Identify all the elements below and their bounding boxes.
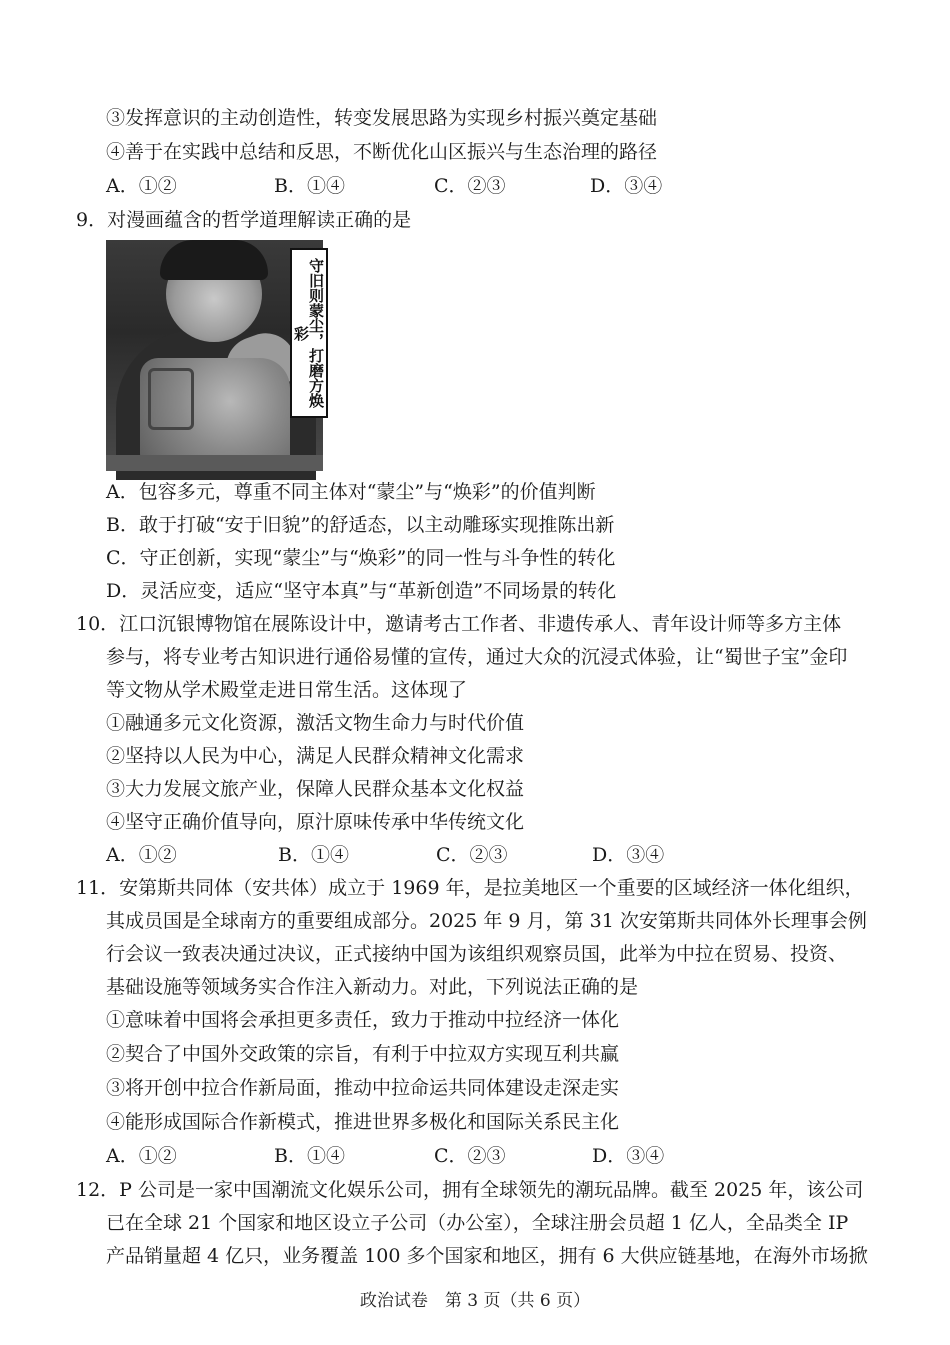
q10-item-1: ①融通多元文化资源，激活文物生命力与时代价值: [106, 712, 525, 734]
q12-stem-line-1: 12．P 公司是一家中国潮流文化娱乐公司，拥有全球领先的潮玩品牌。截至 2025 年，该公司: [76, 1179, 864, 1201]
q8-item-4: ④善于在实践中总结和反思，不断优化山区振兴与生态治理的路径: [106, 141, 658, 163]
q10-item-2: ②坚持以人民为中心，满足人民群众精神文化需求: [106, 745, 525, 767]
q8-item-3: ③发挥意识的主动创造性，转变发展思路为实现乡村振兴奠定基础: [106, 107, 658, 129]
q10-option-d: D．③④: [592, 844, 665, 866]
q11-item-1: ①意味着中国将会承担更多责任，致力于推动中拉经济一体化: [106, 1009, 620, 1031]
q11-stem-line-2: 其成员国是全球南方的重要组成部分。2025 年 9 月，第 31 次安第斯共同体外长理事会例: [106, 910, 867, 932]
q11-option-a: A．①②: [106, 1145, 177, 1167]
q10-option-b: B．①④: [278, 844, 349, 866]
q10-option-c: C．②③: [436, 844, 508, 866]
q8-options: [106, 172, 726, 200]
q8-option-b: B．①④: [274, 175, 345, 197]
q11-option-d: D．③④: [592, 1145, 665, 1167]
cartoon-seal-stone: [140, 358, 290, 466]
q9-choice-c: C．守正创新，实现“蒙尘”与“焕彩”的同一性与斗争性的转化: [106, 547, 616, 569]
q12-stem-line-3: 产品销量超 4 亿只，业务覆盖 100 多个国家和地区，拥有 6 大供应链基地，在海外市场掀: [106, 1245, 868, 1267]
q11-options: [106, 1142, 726, 1170]
q10-stem-line-2: 参与，将专业考古知识进行通俗易懂的宣传，通过大众的沉浸式体验，让“蜀世子宝”金印: [106, 646, 848, 668]
q11-option-c: C．②③: [434, 1145, 506, 1167]
cartoon-caption: 守旧则蒙尘，打磨方焕彩: [290, 248, 328, 418]
q9-choice-a: A．包容多元，尊重不同主体对“蒙尘”与“焕彩”的价值判断: [106, 481, 596, 503]
page-footer: 政治试卷 第 3 页（共 6 页）: [359, 1291, 591, 1311]
q11-item-3: ③将开创中拉合作新局面，推动中拉命运共同体建设走深走实: [106, 1077, 620, 1099]
q9-choice-b: B．敢于打破“安于旧貌”的舒适态，以主动雕琢实现推陈出新: [106, 514, 615, 536]
q11-stem-line-4: 基础设施等领域务实合作注入新动力。对此，下列说法正确的是: [106, 976, 639, 998]
q10-stem-line-3: 等文物从学术殿堂走进日常生活。这体现了: [106, 679, 468, 701]
q8-option-c: C．②③: [434, 175, 506, 197]
q11-item-4: ④能形成国际合作新模式，推进世界多极化和国际关系民主化: [106, 1111, 620, 1133]
q10-item-4: ④坚守正确价值导向，原汁原味传承中华传统文化: [106, 811, 525, 833]
q10-stem-line-1: 10．江口沉银博物馆在展陈设计中，邀请考古工作者、非遗传承人、青年设计师等多方主体: [76, 613, 842, 635]
cartoon-seal-carving: [148, 368, 194, 430]
q11-stem-line-3: 行会议一致表决通过决议，正式接纳中国为该组织观察员国，此举为中拉在贸易、投资、: [106, 943, 848, 965]
q12-stem-line-2: 已在全球 21 个国家和地区设立子公司（办公室），全球注册会员超 1 亿人，全品类全 IP: [106, 1212, 849, 1234]
q11-item-2: ②契合了中国外交政策的宗旨，有利于中拉双方实现互利共赢: [106, 1043, 620, 1065]
cartoon-table: [106, 455, 323, 471]
q8-option-d: D．③④: [590, 175, 663, 197]
q9-stem: 9．对漫画蕴含的哲学道理解读正确的是: [76, 209, 412, 231]
q11-option-b: B．①④: [274, 1145, 345, 1167]
q10-option-a: A．①②: [106, 844, 177, 866]
q10-item-3: ③大力发展文旅产业，保障人民群众基本文化权益: [106, 778, 525, 800]
q11-stem-line-1: 11．安第斯共同体（安共体）成立于 1969 年，是拉美地区一个重要的区域经济一体化组织，: [76, 877, 864, 899]
q9-choice-d: D．灵活应变，适应“坚守本真”与“革新创造”不同场景的转化: [106, 580, 617, 602]
cartoon-figure-hair: [160, 240, 268, 280]
q8-option-a: A．①②: [106, 175, 177, 197]
q10-options: [106, 841, 726, 869]
q9-cartoon-image: [106, 240, 323, 471]
